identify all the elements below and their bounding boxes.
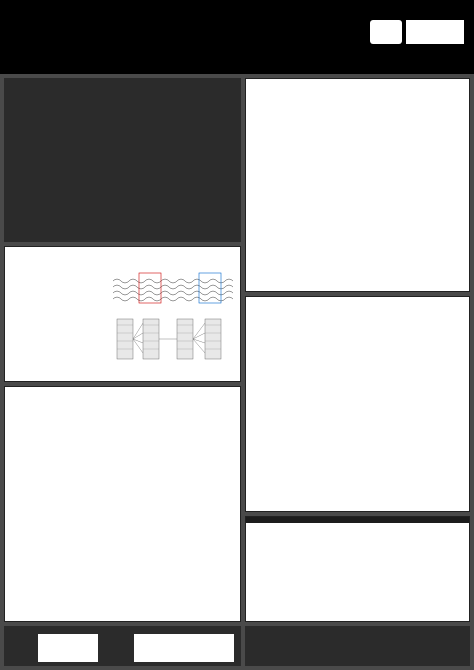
background-panel bbox=[4, 78, 241, 242]
example-title bbox=[5, 387, 240, 391]
funding-panel bbox=[4, 626, 241, 666]
asr-method-diagram bbox=[109, 263, 237, 377]
ica-title bbox=[246, 79, 469, 83]
sw-text bbox=[374, 301, 467, 303]
slow-wave-plots bbox=[250, 311, 370, 509]
funding-title bbox=[4, 626, 241, 630]
conclusions-panel bbox=[245, 516, 470, 622]
reference-window-box bbox=[139, 273, 161, 303]
ica-text bbox=[251, 95, 359, 97]
ica-panel bbox=[245, 78, 470, 292]
snf-logo bbox=[38, 634, 98, 662]
references-title bbox=[245, 626, 470, 628]
brief-overview-panel bbox=[4, 246, 241, 382]
slow-waves-panel bbox=[245, 296, 470, 512]
example-artifacts-panel bbox=[4, 386, 241, 622]
iit-logo bbox=[406, 20, 464, 44]
conclusions-text bbox=[246, 523, 469, 531]
background-title bbox=[4, 78, 241, 82]
poster-header bbox=[0, 0, 474, 74]
brief-overview-title bbox=[5, 247, 240, 251]
ica-variance-plots bbox=[362, 91, 468, 289]
brief-overview-text bbox=[10, 263, 106, 265]
references-panel bbox=[245, 626, 470, 666]
erc-logo bbox=[134, 634, 234, 662]
eeg-example-traces bbox=[7, 415, 239, 563]
example-caption bbox=[10, 567, 236, 569]
chuv-logo bbox=[370, 20, 402, 44]
